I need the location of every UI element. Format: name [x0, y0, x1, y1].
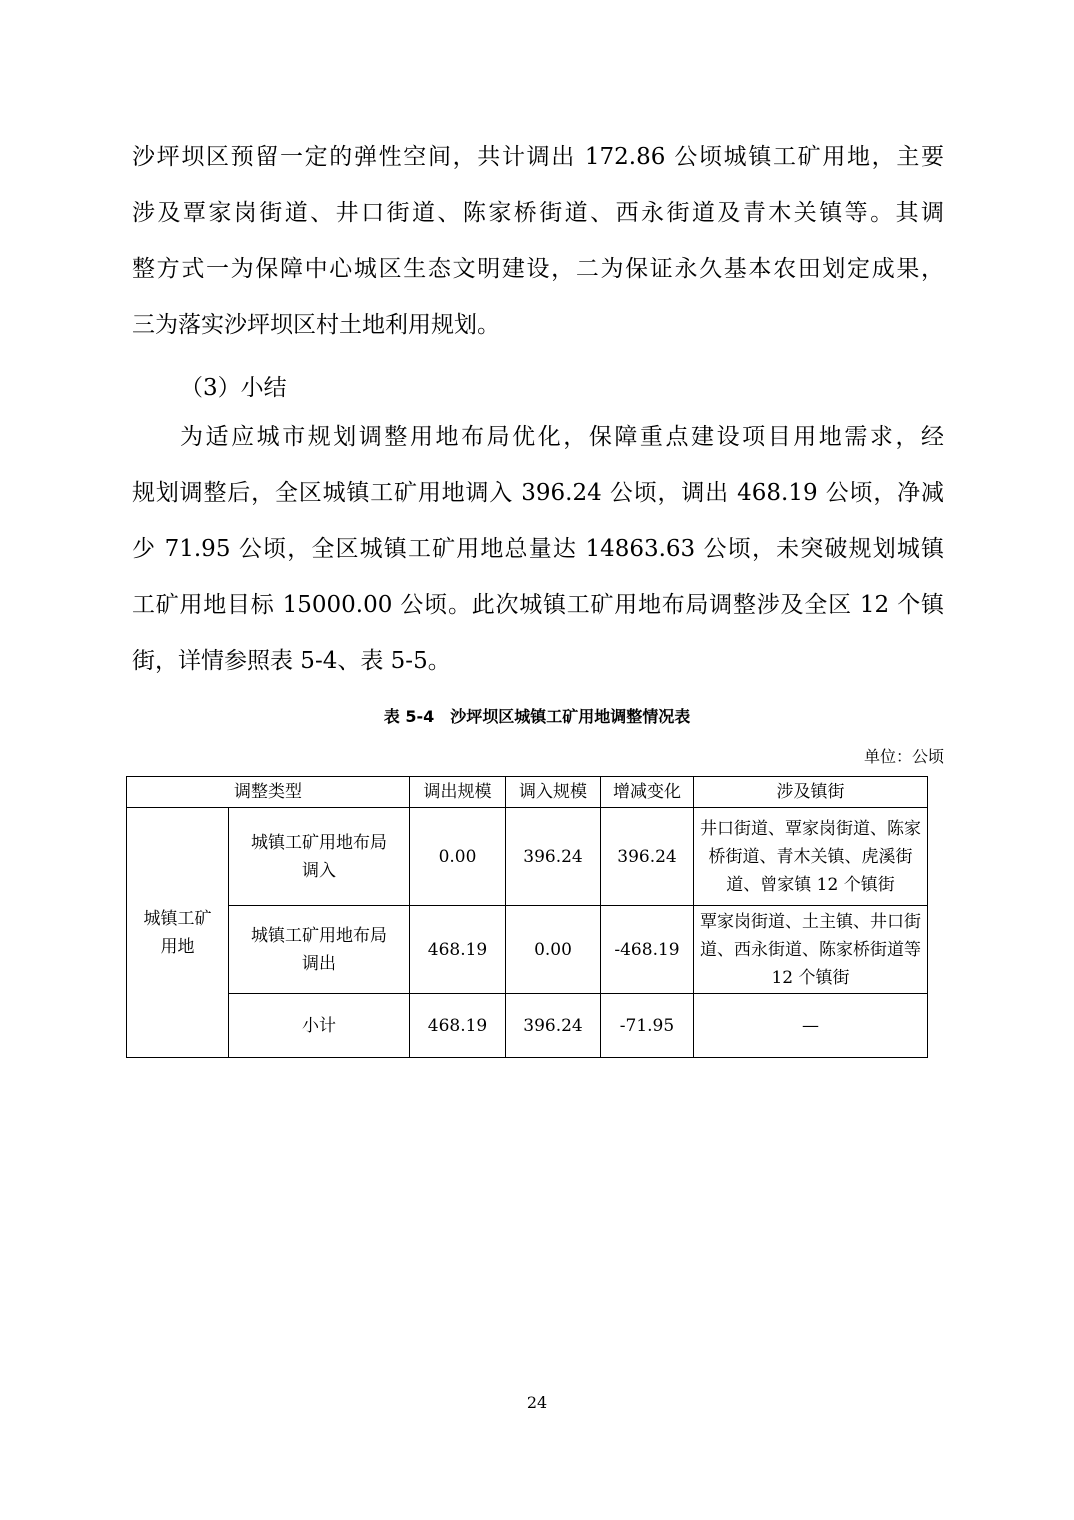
header-in: 调入规模	[506, 777, 601, 808]
table-unit: 单位：公顷	[863, 747, 944, 766]
out-cell: 468.19	[410, 994, 506, 1058]
streets-cell: 井口街道、覃家岗街道、陈家桥街道、青木关镇、虎溪街道、曾家镇 12 个镇街	[694, 808, 928, 906]
category-cell: 城镇工矿用地	[127, 808, 229, 1058]
in-cell: 0.00	[506, 906, 601, 994]
table-caption: 表 5-4 沙坪坝区城镇工矿用地调整情况表	[383, 707, 691, 726]
table-row	[127, 808, 928, 906]
streets-cell: —	[694, 994, 928, 1058]
streets-cell: 覃家岗街道、土主镇、井口街道、西永街道、陈家桥街道等 12 个镇街	[694, 906, 928, 994]
adjustment-table	[126, 776, 928, 1058]
table-header-row	[127, 777, 928, 808]
table-row	[127, 994, 928, 1058]
out-cell: 468.19	[410, 906, 506, 994]
paragraph-line: 为适应城市规划调整用地布局优化，保障重点建设项目用地需求，经	[180, 424, 944, 450]
paragraph-line: 沙坪坝区预留一定的弹性空间，共计调出 172.86 公顷城镇工矿用地，主要	[132, 144, 944, 170]
subtype-cell: 小计	[229, 994, 410, 1058]
paragraph-line: 少 71.95 公顷，全区城镇工矿用地总量达 14863.63 公顷，未突破规划城镇	[132, 536, 944, 562]
header-streets: 涉及镇街	[694, 777, 928, 808]
header-type: 调整类型	[127, 777, 410, 808]
change-cell: 396.24	[601, 808, 694, 906]
in-cell: 396.24	[506, 994, 601, 1058]
paragraph-line: 涉及覃家岗街道、井口街道、陈家桥街道、西永街道及青木关镇等。其调	[132, 200, 944, 226]
page-number: 24	[526, 1393, 548, 1412]
section-heading: （3）小结	[180, 375, 287, 401]
subtype-cell: 城镇工矿用地布局调出	[229, 906, 410, 994]
header-out: 调出规模	[410, 777, 506, 808]
subtype-cell: 城镇工矿用地布局调入	[229, 808, 410, 906]
paragraph-line: 整方式一为保障中心城区生态文明建设，二为保证永久基本农田划定成果，	[132, 256, 944, 282]
change-cell: -468.19	[601, 906, 694, 994]
out-cell: 0.00	[410, 808, 506, 906]
paragraph-line: 工矿用地目标 15000.00 公顷。此次城镇工矿用地布局调整涉及全区 12 个镇	[132, 592, 944, 618]
change-cell: -71.95	[601, 994, 694, 1058]
paragraph-line: 街，详情参照表 5-4、表 5-5。	[132, 648, 451, 674]
table-row	[127, 906, 928, 994]
header-change: 增减变化	[601, 777, 694, 808]
in-cell: 396.24	[506, 808, 601, 906]
paragraph-line: 三为落实沙坪坝区村土地利用规划。	[132, 312, 500, 338]
paragraph-line: 规划调整后，全区城镇工矿用地调入 396.24 公顷，调出 468.19 公顷，净减	[132, 480, 944, 506]
